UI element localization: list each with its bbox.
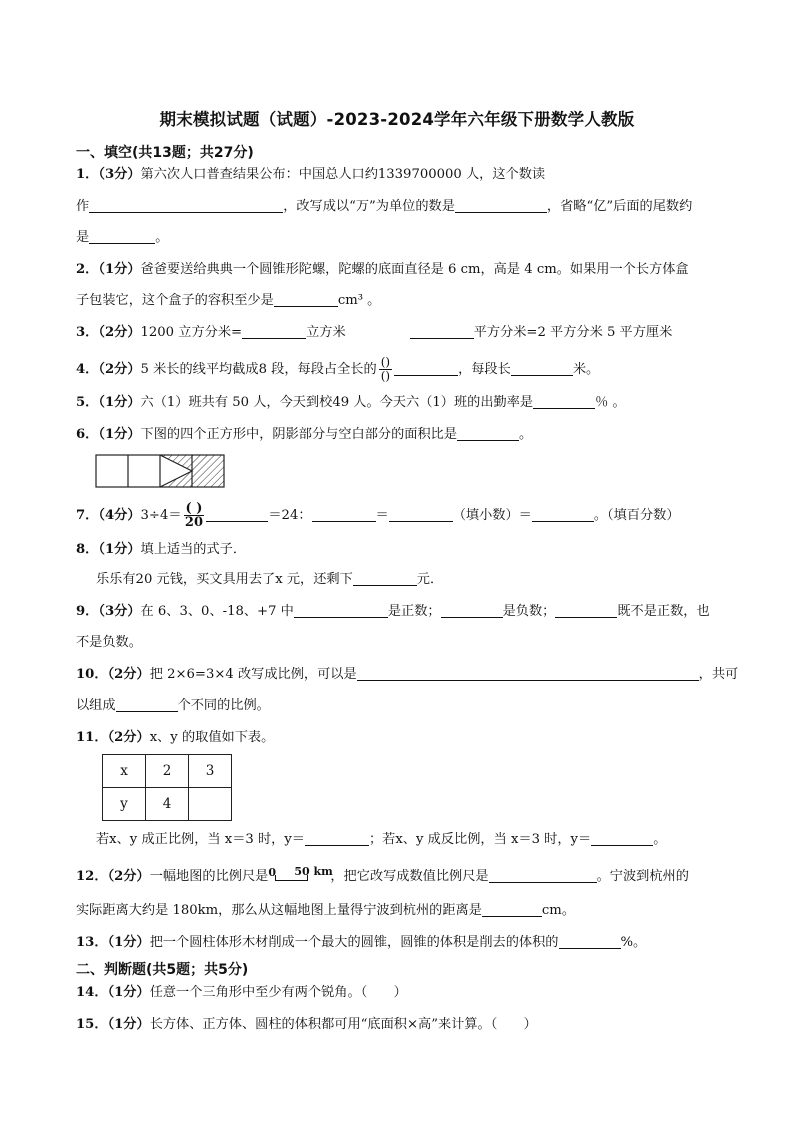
question-points: （1分） xyxy=(98,395,141,410)
question-text: cm³ 。 xyxy=(337,293,381,308)
question-points: （2分） xyxy=(107,667,150,682)
question-text: ％ 。 xyxy=(595,395,626,410)
question-text: 子包装它，这个盒子的容积至少是 xyxy=(76,293,274,308)
question-number: 11． xyxy=(76,730,108,745)
fraction-numerator[interactable]: ( ) xyxy=(185,501,203,516)
question-number: 2． xyxy=(76,262,99,277)
question-6 xyxy=(76,426,532,444)
question-points: （2分） xyxy=(98,362,141,377)
answer-blank[interactable] xyxy=(591,831,653,846)
question-points: （4分） xyxy=(98,508,141,523)
question-text: 。 xyxy=(155,230,169,245)
table-cell: 2 xyxy=(146,755,189,788)
answer-blank[interactable] xyxy=(533,394,595,409)
table-cell: y xyxy=(103,788,146,821)
question-10-line-2 xyxy=(76,697,270,715)
table-row xyxy=(103,788,232,821)
question-number: 10． xyxy=(76,667,108,682)
question-text: %。 xyxy=(620,935,647,950)
question-text: 5 米长的线平均截成8 段，每段占全长的 xyxy=(140,362,377,377)
question-number: 3． xyxy=(76,325,99,340)
question-text: 。（填百分数） xyxy=(593,508,680,523)
answer-blank[interactable] xyxy=(555,603,617,618)
question-number: 7． xyxy=(76,508,99,523)
question-number: 13． xyxy=(76,935,108,950)
question-text: 六（1）班共有 50 人，今天到校49 人。今天六（1）班的出勤率是 xyxy=(140,395,534,410)
question-text: 乐乐有20 元钱，买文具用去了x 元，还剩下 xyxy=(96,572,353,587)
question-text: ，省略“亿”后面的尾数约 xyxy=(546,199,693,214)
question-number: 4． xyxy=(76,362,99,377)
question-text: 把一个圆柱体形木材削成一个最大的圆锥，圆锥的体积是削去的体积的 xyxy=(149,935,559,950)
question-text: 。宁波到杭州的 xyxy=(596,869,689,884)
question-11-line-2 xyxy=(96,831,666,849)
question-text: 第六次人口普查结果公布：中国总人口约1339700000 人，这个数读 xyxy=(140,167,546,182)
question-points: （1分） xyxy=(98,262,141,277)
question-points: （1分） xyxy=(98,427,141,442)
section-heading-fill-in: 一、填空(共13题；共27分) xyxy=(76,145,254,161)
fraction-denominator[interactable]: () xyxy=(380,369,391,383)
question-points: （1分） xyxy=(107,935,150,950)
answer-blank[interactable] xyxy=(489,868,597,883)
answer-blank[interactable] xyxy=(353,571,417,586)
shaded-square xyxy=(192,455,224,487)
question-text: 一幅地图的比例尺是 xyxy=(149,869,269,884)
question-text: 是负数； xyxy=(502,604,556,619)
question-number: 6． xyxy=(76,427,99,442)
table-cell: 4 xyxy=(146,788,189,821)
question-text: （填小数）＝ xyxy=(452,508,532,523)
question-text: 1200 立方分米= xyxy=(140,325,243,340)
question-text: ＝ xyxy=(375,508,389,523)
question-points: （3分） xyxy=(98,604,141,619)
page-title: 期末模拟试题（试题）-2023-2024学年六年级下册数学人教版 xyxy=(159,110,635,129)
answer-blank[interactable] xyxy=(294,603,388,618)
section-heading-true-false: 二、判断题(共5题；共5分) xyxy=(76,962,249,978)
answer-blank[interactable] xyxy=(532,507,594,522)
answer-blank[interactable] xyxy=(242,324,306,339)
question-1-line-1 xyxy=(76,166,545,184)
answer-blank[interactable] xyxy=(274,292,338,307)
question-text: ；若x、y 成反比例，当 x＝3 时，y＝ xyxy=(369,832,592,847)
question-text[interactable]: 任意一个三角形中至少有两个锐角。（ ） xyxy=(149,985,407,1000)
scale-zero-label: 0 xyxy=(268,866,277,879)
question-points: （2分） xyxy=(107,869,150,884)
question-points: （1分） xyxy=(107,985,150,1000)
question-8-line-1 xyxy=(76,541,246,559)
question-number: 5． xyxy=(76,395,99,410)
question-text: 以组成 xyxy=(76,698,116,713)
question-text: 。 xyxy=(519,427,533,442)
question-text: x、y 的取值如下表。 xyxy=(149,730,275,745)
question-text: 个不同的比例。 xyxy=(177,698,270,713)
question-3 xyxy=(76,324,672,342)
question-14 xyxy=(76,984,407,1002)
question-9-line-1 xyxy=(76,603,710,621)
question-text: 实际距离大约是 180km，那么从这幅地图上量得宁波到杭州的距离是 xyxy=(76,903,482,918)
question-text: 填上适当的式子． xyxy=(140,542,247,557)
answer-blank[interactable] xyxy=(89,229,155,244)
answer-blank[interactable] xyxy=(455,198,547,213)
table-cell[interactable] xyxy=(189,788,232,821)
question-text: ＝24： xyxy=(268,508,312,523)
answer-blank[interactable] xyxy=(482,902,542,917)
question-number: 1． xyxy=(76,167,99,182)
answer-blank[interactable] xyxy=(441,603,503,618)
question-9-line-2 xyxy=(76,634,142,652)
answer-blank[interactable] xyxy=(357,666,699,681)
question-text: 是 xyxy=(76,230,90,245)
question-text: 在 6、3、0、-18、+7 中 xyxy=(140,604,294,619)
question-10-line-1 xyxy=(76,666,738,684)
answer-blank[interactable] xyxy=(89,198,283,213)
question-number: 9． xyxy=(76,604,99,619)
answer-blank[interactable] xyxy=(389,507,453,522)
question-text: 既不是正数，也 xyxy=(617,604,710,619)
table-row xyxy=(103,755,232,788)
question-1-line-3 xyxy=(76,229,168,247)
question-text: 下图的四个正方形中，阴影部分与空白部分的面积比是 xyxy=(140,427,458,442)
question-11-line-1 xyxy=(76,729,274,747)
four-squares-figure xyxy=(95,454,225,488)
question-number: 15． xyxy=(76,1017,108,1032)
question-text: 。 xyxy=(653,832,667,847)
question-12-line-2 xyxy=(76,902,575,920)
question-15 xyxy=(76,1016,537,1034)
question-4 xyxy=(76,356,599,383)
question-5 xyxy=(76,394,626,412)
question-7 xyxy=(76,502,680,529)
question-points: （2分） xyxy=(98,325,141,340)
shaded-region xyxy=(160,455,192,487)
question-text: 爸爸要送给典典一个圆锥形陀螺，陀螺的底面直径是 6 cm，高是 4 cm。如果用一个长方体盒 xyxy=(140,262,689,277)
question-text: 平方分米=2 平方分米 5 平方厘米 xyxy=(473,325,673,340)
answer-blank[interactable] xyxy=(559,934,621,949)
question-2-line-1 xyxy=(76,261,689,279)
xy-value-table xyxy=(102,754,232,821)
question-points: （3分） xyxy=(98,167,141,182)
fraction-denominator: 20 xyxy=(184,515,203,530)
fraction xyxy=(184,502,205,529)
question-points: （2分） xyxy=(107,730,150,745)
question-text: 米。 xyxy=(572,362,600,377)
scale-length-label: 50 km xyxy=(294,865,333,878)
answer-blank[interactable] xyxy=(206,507,268,522)
question-text: 若x、y 成正比例，当 x＝3 时，y＝ xyxy=(96,832,305,847)
question-number: 8． xyxy=(76,542,99,557)
fraction-numerator[interactable]: () xyxy=(380,355,391,369)
question-text: ，每段长 xyxy=(458,362,511,377)
question-12-line-1 xyxy=(76,866,689,886)
answer-blank[interactable] xyxy=(457,426,519,441)
line-scale-bar xyxy=(268,865,333,882)
answer-blank[interactable] xyxy=(394,361,458,376)
fraction xyxy=(379,356,392,383)
question-text: ，改写成以“万”为单位的数是 xyxy=(283,199,455,214)
question-2-line-2 xyxy=(76,292,380,310)
answer-blank[interactable] xyxy=(305,831,369,846)
question-text: cm。 xyxy=(541,903,575,918)
question-number: 12． xyxy=(76,869,108,884)
question-1-line-2 xyxy=(76,198,692,216)
table-cell: x xyxy=(103,755,146,788)
question-points: （1分） xyxy=(98,542,141,557)
question-text[interactable]: 长方体、正方体、圆柱的体积都可用“底面积×高”来计算。（ ） xyxy=(149,1017,537,1032)
question-text: 把 2×6=3×4 改写成比例，可以是 xyxy=(149,667,357,682)
question-text: 元． xyxy=(416,572,444,587)
table-cell: 3 xyxy=(189,755,232,788)
question-points: （1分） xyxy=(107,1017,150,1032)
answer-blank[interactable] xyxy=(511,361,573,376)
question-number: 14． xyxy=(76,985,108,1000)
question-text: 是正数； xyxy=(387,604,441,619)
question-text: ，把它改写成数值比例尺是 xyxy=(330,869,489,884)
question-text: ，共可 xyxy=(698,667,739,682)
question-13 xyxy=(76,934,646,952)
answer-blank[interactable] xyxy=(312,507,376,522)
answer-blank[interactable] xyxy=(116,697,178,712)
answer-blank[interactable] xyxy=(410,324,474,339)
question-text: 立方米 xyxy=(306,325,346,340)
question-text: 3÷4＝ xyxy=(140,508,182,523)
question-text: 作 xyxy=(76,199,90,214)
question-8-line-2 xyxy=(96,571,443,589)
question-text: 不是负数。 xyxy=(76,635,142,650)
